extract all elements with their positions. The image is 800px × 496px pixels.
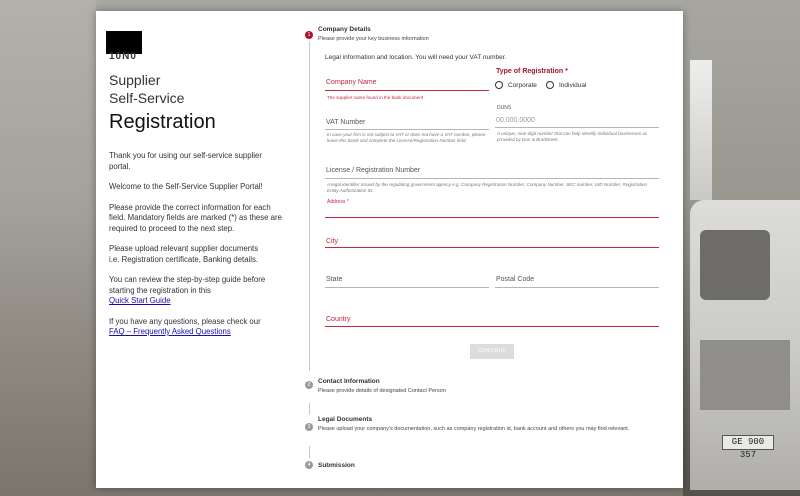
type-of-registration-label: Type of Registration * bbox=[496, 68, 568, 75]
continue-button[interactable]: CONTINUE bbox=[470, 344, 514, 359]
company-name-helper: The supplier name found in the bank document bbox=[327, 95, 424, 100]
step-2-subtitle: Please provide details of designated Contact Person bbox=[318, 388, 446, 394]
radio-individual[interactable] bbox=[546, 81, 554, 89]
step-3-subtitle: Please upload your company's documentation, such as company registration id, bank account and others you may find relevant. bbox=[318, 426, 630, 432]
stepper-line bbox=[309, 41, 310, 371]
license-registration-placeholder: License / Registration Number bbox=[326, 167, 421, 174]
intro-paragraph-5 bbox=[109, 275, 284, 307]
stepper-line-2 bbox=[309, 403, 310, 415]
intro-paragraph-6-text: If you have any questions, please check our bbox=[109, 316, 261, 326]
step-1-title[interactable]: Company Details bbox=[318, 26, 371, 33]
license-registration-field[interactable] bbox=[325, 165, 659, 179]
state-field[interactable] bbox=[325, 273, 489, 288]
supplier-line-1: Supplier bbox=[109, 72, 161, 88]
intro-paragraph-3: Please provide the correct information for each field. Mandatory fields are marked (*) as these are required to proceed to the next step. bbox=[109, 202, 282, 233]
logo-text: 10N0 bbox=[109, 51, 137, 62]
radio-individual-label[interactable]: Individual bbox=[559, 82, 587, 89]
address-label: Address * bbox=[327, 199, 349, 205]
intro-paragraph-5-text: You can review the step-by-step guide before starting the registration in this bbox=[109, 275, 266, 295]
radio-corporate[interactable] bbox=[495, 81, 503, 89]
postal-code-field[interactable] bbox=[495, 273, 659, 288]
duns-placeholder: 00.000.0000 bbox=[496, 117, 535, 124]
vat-number-placeholder: VAT Number bbox=[326, 119, 366, 126]
intro-paragraph-6 bbox=[109, 317, 284, 338]
registration-card bbox=[96, 11, 683, 488]
section-description: Legal information and location. You will need your VAT number. bbox=[325, 54, 507, 61]
duns-label: DUNS bbox=[497, 105, 512, 111]
background-left bbox=[0, 0, 96, 496]
background-flag bbox=[690, 60, 712, 200]
vat-number-helper: In case your firm is not subject to VAT or does not have a VAT number, please leave this blank and complete the License/Registration Number field. bbox=[327, 132, 486, 143]
intro-paragraph-4 bbox=[109, 244, 284, 265]
page-title: Registration bbox=[109, 111, 216, 133]
intro-paragraph-1: Thank you for using our self-service supplier portal. bbox=[109, 151, 262, 171]
background-truck-window bbox=[700, 230, 770, 300]
background-truck-grill bbox=[700, 340, 790, 410]
license-registration-helper: A legal identifier issued by the regulating government agency e.g. Company Registration Number, Company Number, SEC number, UID Number, Registration Entity Authorization ID. bbox=[327, 182, 648, 193]
radio-corporate-label[interactable]: Corporate bbox=[508, 82, 537, 89]
country-placeholder: Country bbox=[326, 316, 351, 323]
postal-code-placeholder: Postal Code bbox=[496, 276, 535, 283]
step-4-title[interactable]: Submission bbox=[318, 462, 355, 469]
city-placeholder: City bbox=[326, 238, 339, 245]
background-license-plate: GE 900 357 bbox=[722, 435, 774, 450]
step-3-number[interactable]: 3 bbox=[305, 423, 313, 431]
intro-paragraph-4b: i.e. Registration certificate, Banking details. bbox=[109, 254, 259, 264]
step-2-number[interactable]: 2 bbox=[305, 381, 313, 389]
intro-paragraph-2: Welcome to the Self-Service Supplier Portal! bbox=[109, 182, 263, 191]
step-1-subtitle: Please provide your key business information bbox=[318, 36, 429, 42]
step-2-title[interactable]: Contact Information bbox=[318, 378, 380, 385]
city-field[interactable] bbox=[325, 234, 659, 248]
faq-link[interactable]: FAQ – Frequently Asked Questions bbox=[109, 327, 231, 336]
step-3-title[interactable]: Legal Documents bbox=[318, 416, 373, 423]
quick-start-guide-link[interactable]: Quick Start Guide bbox=[109, 296, 171, 305]
country-field[interactable] bbox=[325, 313, 659, 327]
step-4-number[interactable]: 4 bbox=[305, 461, 313, 469]
company-name-field[interactable] bbox=[325, 77, 489, 91]
duns-helper: A unique, nine-digit number that can help identify individual businesses as provided by Dun & Bradstreet. bbox=[497, 131, 648, 142]
supplier-line-2: Self-Service bbox=[109, 90, 185, 106]
company-name-placeholder: Company Name bbox=[326, 79, 377, 86]
stepper-line-3 bbox=[309, 446, 310, 458]
state-placeholder: State bbox=[326, 276, 343, 283]
address-field[interactable] bbox=[325, 205, 659, 218]
intro-text bbox=[109, 151, 284, 348]
supplier-heading bbox=[109, 71, 184, 107]
duns-field[interactable] bbox=[495, 113, 659, 128]
intro-paragraph-4a: Please upload relevant supplier documents bbox=[109, 244, 259, 253]
vat-number-field[interactable] bbox=[325, 115, 489, 130]
step-1-number[interactable]: 1 bbox=[305, 31, 313, 39]
